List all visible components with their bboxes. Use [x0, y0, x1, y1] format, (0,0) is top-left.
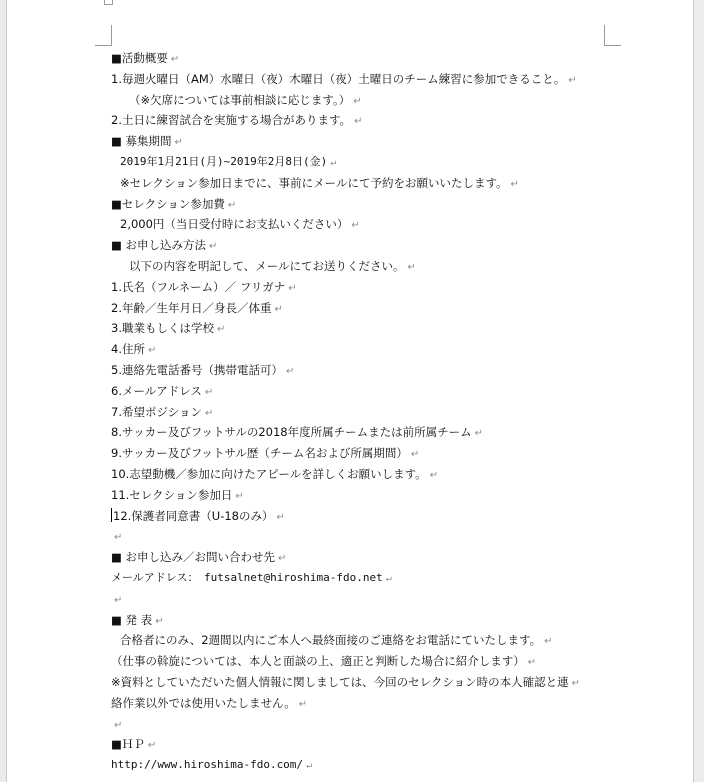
line-text: ※セレクション参加日までに、事前にメールにて予約をお願いいたします。 — [120, 175, 508, 190]
document-line[interactable] — [111, 90, 631, 111]
paragraph-mark-icon: ↵ — [114, 532, 123, 544]
line-text: 2019年1月21日(月)~2019年2月8日(金) — [120, 154, 328, 168]
line-text: 絡作業以外では使用いたしません。 — [111, 695, 296, 710]
line-text: 2.年齢／生年月日／身長／体重 — [111, 300, 272, 315]
line-text: 4.住所 — [111, 342, 145, 357]
line-text: 11.セレクション参加日 — [111, 487, 233, 502]
text-cursor — [111, 508, 112, 522]
document-line[interactable] — [111, 693, 631, 714]
paragraph-mark-icon: ↵ — [204, 386, 214, 398]
line-text: ■ 募集期間 — [111, 134, 172, 149]
line-text: 9.サッカー及びフットサル歴（チーム名および所属期間） — [111, 446, 408, 461]
paragraph-mark-icon: ↵ — [288, 282, 297, 294]
paragraph-mark-icon: ↵ — [235, 490, 244, 502]
page-anchor-mark — [104, 0, 113, 5]
line-text: ■ お申し込み方法 — [111, 238, 207, 253]
document-line[interactable] — [111, 48, 631, 69]
document-line[interactable] — [111, 755, 631, 776]
document-line[interactable] — [111, 277, 631, 298]
line-text: 10.志望動機／参加に向けたアピールを詳しくお願いします。 — [111, 466, 427, 481]
document-line[interactable] — [111, 69, 631, 90]
paragraph-mark-icon: ↵ — [354, 116, 363, 128]
line-text: 1.氏名（フルネーム）／ フリガナ — [111, 279, 286, 294]
paragraph-mark-icon: ↵ — [474, 428, 484, 440]
crop-mark-top-left — [95, 25, 112, 46]
line-text: ■ お申し込み／お問い合わせ先 — [111, 550, 276, 565]
paragraph-mark-icon: ↵ — [147, 345, 157, 357]
line-text: ■活動概要 — [111, 51, 168, 65]
line-text: （※欠席については事前相談に応じます。） — [129, 92, 351, 107]
document-page — [6, 0, 694, 782]
paragraph-mark-icon: ↵ — [114, 594, 123, 606]
document-line[interactable] — [111, 714, 631, 735]
paragraph-mark-icon: ↵ — [330, 156, 337, 168]
document-line[interactable] — [111, 734, 631, 755]
document-line[interactable] — [111, 630, 631, 651]
paragraph-mark-icon: ↵ — [227, 199, 237, 211]
document-line[interactable] — [111, 381, 631, 402]
paragraph-mark-icon: ↵ — [147, 740, 157, 752]
document-line[interactable] — [111, 173, 631, 194]
document-line[interactable] — [111, 464, 631, 485]
document-line[interactable] — [111, 110, 631, 131]
paragraph-mark-icon: ↵ — [216, 324, 226, 336]
paragraph-mark-icon: ↵ — [527, 657, 537, 669]
paragraph-mark-icon: ↵ — [571, 677, 581, 689]
paragraph-mark-icon: ↵ — [385, 572, 392, 584]
paragraph-mark-icon: ↵ — [278, 553, 287, 565]
document-line[interactable] — [111, 360, 631, 381]
line-text: 2.土日に練習試合を実施する場合があります。 — [111, 113, 352, 128]
document-line[interactable] — [111, 443, 631, 464]
paragraph-mark-icon: ↵ — [285, 365, 295, 377]
document-line[interactable] — [111, 235, 631, 256]
line-text: 合格者にのみ、2週間以内にご本人へ最終面接のご連絡をお電話にていたします。 — [120, 633, 542, 648]
paragraph-mark-icon: ↵ — [170, 54, 180, 65]
line-text: 以下の内容を明記して、メールにてお送りください。 — [129, 258, 405, 273]
document-line[interactable] — [111, 131, 631, 152]
line-text: （仕事の斡旋については、本人と面談の上、適正と判断した場合に紹介します） — [111, 654, 525, 669]
document-line[interactable] — [111, 152, 631, 173]
document-line[interactable] — [111, 214, 631, 235]
document-line[interactable] — [111, 194, 631, 215]
document-line[interactable] — [111, 526, 631, 547]
document-line[interactable] — [111, 672, 631, 693]
line-text: メールアドレス： futsalnet@hiroshima-fdo.net — [111, 570, 383, 584]
document-line[interactable] — [111, 651, 631, 672]
document-line[interactable] — [111, 610, 631, 631]
line-text: ■セレクション参加費 — [111, 196, 225, 211]
paragraph-mark-icon: ↵ — [174, 137, 183, 149]
paragraph-mark-icon: ↵ — [568, 74, 577, 86]
line-text: 2,000円（当日受付時にお支払いください） — [120, 217, 349, 232]
document-line[interactable] — [111, 506, 631, 527]
paragraph-mark-icon: ↵ — [353, 95, 362, 107]
document-line[interactable] — [111, 547, 631, 568]
line-text: http://www.hiroshima-fdo.com/ — [111, 758, 304, 772]
line-text: 1.毎週火曜日（AM）水曜日（夜）木曜日（夜）土曜日のチーム練習に参加できること。 — [111, 71, 566, 86]
paragraph-mark-icon: ↵ — [274, 303, 283, 315]
line-text: 12.保護者同意書（U-18のみ） — [113, 508, 274, 523]
paragraph-mark-icon: ↵ — [276, 511, 285, 523]
document-line[interactable] — [111, 298, 631, 319]
paragraph-mark-icon: ↵ — [204, 407, 214, 419]
document-line[interactable] — [111, 422, 631, 443]
line-text: 5.連絡先電話番号（携帯電話可） — [111, 362, 283, 377]
paragraph-mark-icon: ↵ — [209, 241, 218, 253]
document-line[interactable] — [111, 318, 631, 339]
paragraph-mark-icon: ↵ — [298, 698, 308, 710]
document-body[interactable] — [111, 48, 631, 776]
paragraph-mark-icon: ↵ — [544, 636, 553, 648]
paragraph-mark-icon: ↵ — [410, 449, 420, 461]
crop-mark-top-right — [604, 25, 621, 46]
paragraph-mark-icon: ↵ — [306, 760, 313, 772]
document-line[interactable] — [111, 339, 631, 360]
paragraph-mark-icon: ↵ — [114, 719, 123, 731]
line-text: 7.希望ポジション — [111, 404, 202, 419]
window-edge — [694, 0, 704, 782]
document-line[interactable] — [111, 568, 631, 589]
line-text: 3.職業もしくは学校 — [111, 321, 214, 336]
paragraph-mark-icon: ↵ — [429, 469, 439, 481]
line-text: 8.サッカー及びフットサルの2018年度所属チームまたは前所属チーム — [111, 425, 472, 440]
document-line[interactable] — [111, 256, 631, 277]
paragraph-mark-icon: ↵ — [351, 220, 360, 232]
paragraph-mark-icon: ↵ — [155, 615, 164, 627]
document-line[interactable] — [111, 589, 631, 610]
paragraph-mark-icon: ↵ — [510, 178, 519, 190]
document-line[interactable] — [111, 485, 631, 506]
line-text: 6.メールアドレス — [111, 383, 202, 398]
line-text: ■ＨＰ — [111, 737, 145, 752]
line-text: ■ 発 表 — [111, 612, 153, 627]
line-text: ※資料としていただいた個人情報に関しましては、今回のセレクション時の本人確認と連 — [111, 674, 569, 689]
document-line[interactable] — [111, 402, 631, 423]
paragraph-mark-icon: ↵ — [407, 261, 416, 273]
